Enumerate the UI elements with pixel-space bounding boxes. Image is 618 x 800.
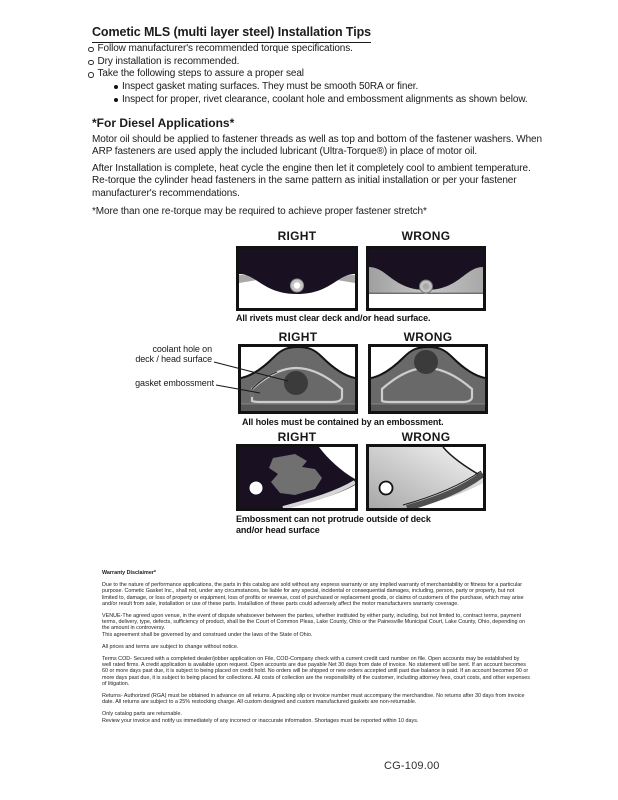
sub-bullet-item (88, 94, 558, 107)
page-code: CG-109.00 (384, 760, 440, 772)
warranty-body: Due to the nature of performance applications, the parts in this catalog are sold without any express warranty or any implied warranty of merchantability or fitness for a particular purpose. Cometic Gasket Inc., shall not, under any circumstances, be liable for any special, incidental or consequential damages, including, person, party or property, but not limited to, damage, or loss of property or equipment, loss of profits or revenue, cost of purchased or replacement goods, or claims of customers of the purchase, which may arise and/or result from sale, installation or use of these parts. Installation of these parts could adversely affect the motor manufacturers warranty coverage. (102, 582, 524, 607)
rivets-wrong-figure (366, 246, 486, 311)
embossment-wrong-figure (366, 444, 486, 511)
bullet-text: Dry installation is recommended. (97, 55, 240, 67)
diesel-paragraph-1: Motor oil should be applied to fastener threads as well as top and bottom of the fastener washers. When ARP fasteners are used apply the included lubricant (Ultra-Torque®) in place of motor oil. (92, 134, 542, 158)
embossment-wrong-diagram (369, 447, 483, 508)
dot-bullet-icon (114, 98, 118, 102)
terms-cod-clause: Terms COD- Secured with a completed dealer/jobber application on File, COD-Company check with a current credit card number on file. Open accounts may be established by well rated firms. A credit application is available upon request. Open accounts are due payable Net 30 days from date of invoice. No statement will be sent. If an account becomes 60 or more days past due, it is subject to being placed on credit hold. No orders will be shipped or new orders accepted until past due balance is paid. If an account becomes 90 or more days past due, it is subject to being placed for collections. All costs of collection are the responsibility of the customer, including attorney fees, court costs, and other expenses of litigation. (102, 656, 530, 687)
bullet-item (88, 43, 558, 56)
warranty-disclaimer-title: Warranty Disclaimer* (102, 570, 157, 576)
label-leader-lines (102, 340, 302, 410)
holes-right-header: RIGHT (278, 330, 318, 344)
rivets-wrong-header: WRONG (401, 229, 451, 243)
returns-clause: Returns- Authorized (RGA) must be obtained in advance on all returns. A packing slip or invoice number must accompany the merchandise. No returns after 30 days from invoice date. All returns are subject to a 25% restocking charge. All custom designed and custom manufactured gaskets are non-returnable. (102, 693, 525, 706)
rivets-right-figure (236, 246, 358, 311)
governing-law-clause: This agreement shall be governed by and construed under the laws of the State of Ohio. (102, 631, 313, 638)
holes-wrong-header: WRONG (403, 330, 453, 344)
holes-wrong-figure (368, 344, 488, 414)
embossment-right-figure (236, 444, 358, 511)
coolant-hole-label: coolant hole on deck / head surface (135, 344, 212, 364)
legal-disclaimer (102, 570, 530, 724)
bullet-text: Inspect for proper, rivet clearance, coolant hole and embossment alignments as shown below. (122, 93, 528, 105)
coolant-hole-wrong-diagram (371, 347, 485, 411)
prices-clause: All prices and terms are subject to change without notice. (102, 643, 239, 650)
sub-bullet-item (88, 81, 558, 94)
embossment-right-header: RIGHT (277, 430, 317, 444)
retorque-note: *More than one re-torque may be required to achieve proper fastener stretch* (92, 206, 427, 217)
diesel-paragraph-2: After Installation is complete, heat cycle the engine then let it completely cool to ambient temperature. Re-torque the cylinder head fasteners in the same pattern as initial installation or per your fastener manufacturer's recommendations. (92, 163, 531, 199)
embossment-right-diagram (239, 447, 355, 508)
open-circle-bullet-icon (88, 60, 94, 66)
bullet-text: Take the following steps to assure a proper seal (97, 68, 304, 80)
tips-bullet-list (88, 43, 558, 107)
bullet-text: Follow manufacturer's recommended torque specifications. (97, 43, 353, 54)
bullet-text: Inspect gasket mating surfaces. They must be smooth 50RA or finer. (122, 81, 419, 93)
embossment-wrong-header: WRONG (401, 430, 451, 444)
installation-tips-title: Cometic MLS (multi layer steel) Installation Tips (92, 25, 371, 43)
holes-caption: All holes must be contained by an embossment. (242, 417, 444, 427)
rivets-right-header: RIGHT (277, 229, 317, 243)
review-invoice-line: Review your invoice and notify us immediately of any incorrect or inaccurate information. Shortages must be reported within 10 days. (102, 717, 419, 724)
open-circle-bullet-icon (88, 47, 94, 53)
bullet-item (88, 68, 558, 81)
embossment-caption: Embossment can not protrude outside of deck and/or head surface (236, 514, 431, 535)
diesel-applications-heading: *For Diesel Applications* (92, 116, 235, 130)
gasket-embossment-label: gasket embossment (135, 378, 214, 388)
rivets-caption: All rivets must clear deck and/or head surface. (236, 313, 431, 323)
venue-clause: VENUE-The agreed upon venue, in the event of dispute whatsoever between the parties, whether instituted by either party, including, but not limited to, contract terms, payment terms, delivery, type, defects, sufficiency of product, shall be the Court of Common Pleas, Lake County, Ohio or the Painesville Municipal Court, Lake County, Ohio, depending on the amount in controversy. (102, 613, 525, 632)
rivet-clearance-wrong-diagram (369, 249, 483, 308)
catalog-returnable-line: Only catalog parts are returnable. (102, 711, 183, 718)
dot-bullet-icon (114, 85, 118, 89)
bullet-item (88, 56, 558, 69)
rivet-clearance-right-diagram (239, 249, 355, 308)
open-circle-bullet-icon (88, 72, 94, 78)
